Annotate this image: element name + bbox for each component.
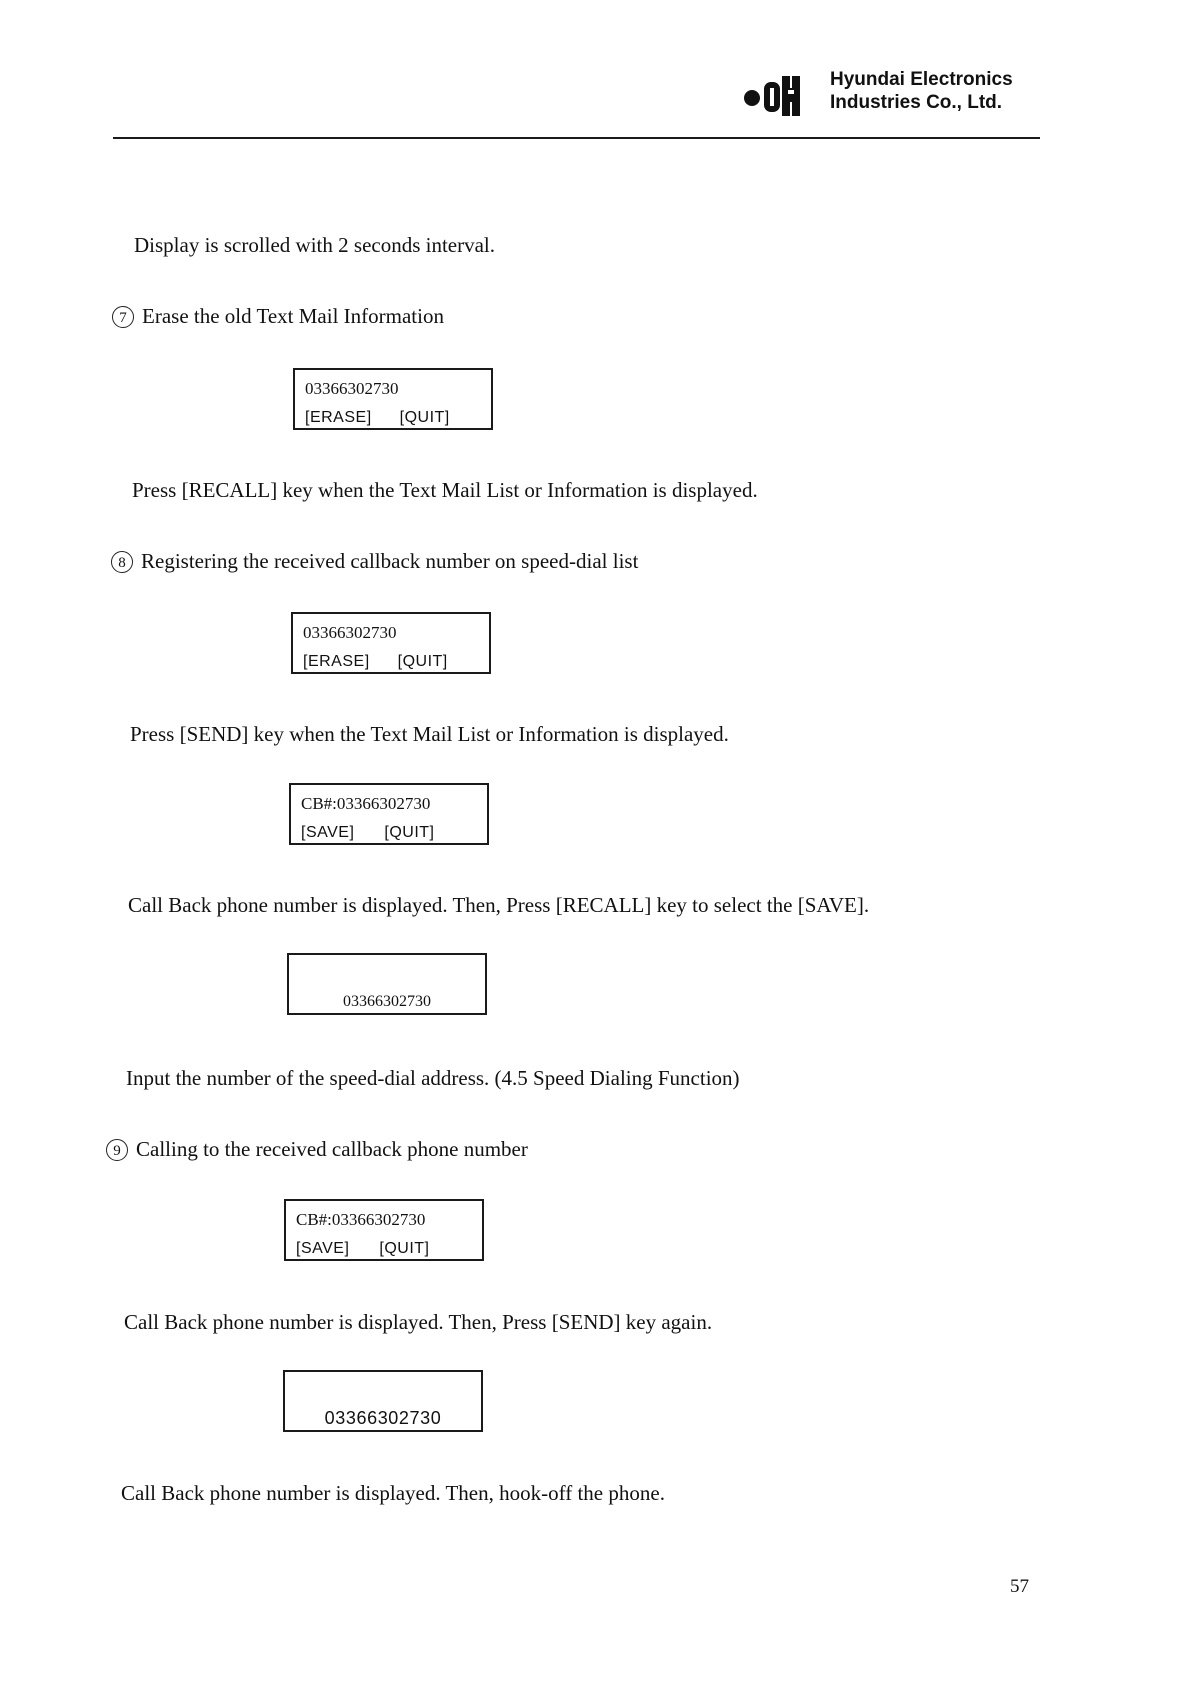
- display-number: 03366302730: [343, 993, 431, 1010]
- softkey-quit: [QUIT]: [397, 653, 448, 670]
- scroll-note: Display is scrolled with 2 seconds interval.: [134, 233, 496, 257]
- step8-heading: [111, 548, 638, 574]
- softkey-quit: [QUIT]: [384, 824, 435, 841]
- step8-display-3: [287, 953, 487, 1015]
- step9-heading: [106, 1136, 528, 1162]
- step9-display-2: [283, 1370, 483, 1432]
- step9-number: 9: [106, 1139, 128, 1161]
- softkey-save: [SAVE]: [296, 1240, 350, 1257]
- softkey-erase: [ERASE]: [305, 409, 372, 426]
- softkey-erase: [ERASE]: [303, 653, 370, 670]
- step7-heading: [112, 303, 444, 329]
- display-softkeys: [303, 652, 448, 671]
- softkey-quit: [QUIT]: [399, 409, 450, 426]
- step8-instruction-2: Call Back phone number is displayed. Then, Press [RECALL] key to select the [SAVE].: [128, 893, 870, 917]
- step8-title: Registering the received callback number on speed-dial list: [141, 549, 639, 573]
- step8-display-1: [291, 612, 491, 674]
- company-name: [830, 68, 1013, 114]
- softkey-save: [SAVE]: [301, 824, 355, 841]
- step7-display: [293, 368, 493, 430]
- step9-title: Calling to the received callback phone number: [136, 1137, 528, 1161]
- display-softkeys: [296, 1239, 430, 1258]
- company-name-line1: Hyundai Electronics: [830, 69, 1013, 90]
- step8-instruction-3: Input the number of the speed-dial address. (4.5 Speed Dialing Function): [126, 1066, 740, 1090]
- header-divider: [113, 137, 1040, 139]
- page-number: 57: [1010, 1576, 1029, 1597]
- company-name-line2: Industries Co., Ltd.: [830, 92, 1003, 113]
- display-number: 03366302730: [305, 379, 399, 398]
- softkey-quit: [QUIT]: [379, 1240, 430, 1257]
- display-softkeys: [305, 408, 450, 427]
- step9-instruction-1: Call Back phone number is displayed. Then, Press [SEND] key again.: [124, 1310, 713, 1334]
- display-callback: CB#:03366302730: [296, 1210, 426, 1229]
- display-number: 03366302730: [303, 623, 397, 642]
- step7-number: 7: [112, 306, 134, 328]
- step8-number: 8: [111, 551, 133, 573]
- step9-instruction-2: Call Back phone number is displayed. Then, hook-off the phone.: [121, 1481, 665, 1505]
- step8-instruction-1: Press [SEND] key when the Text Mail List or Information is displayed.: [130, 722, 729, 746]
- display-softkeys: [301, 823, 435, 842]
- step7-title: Erase the old Text Mail Information: [142, 304, 444, 328]
- step9-display-1: [284, 1199, 484, 1261]
- step8-display-2: [289, 783, 489, 845]
- display-callback: CB#:03366302730: [301, 794, 431, 813]
- display-number: 03366302730: [324, 1408, 442, 1428]
- step7-instruction: Press [RECALL] key when the Text Mail List or Information is displayed.: [132, 478, 758, 502]
- company-logo: [742, 70, 814, 120]
